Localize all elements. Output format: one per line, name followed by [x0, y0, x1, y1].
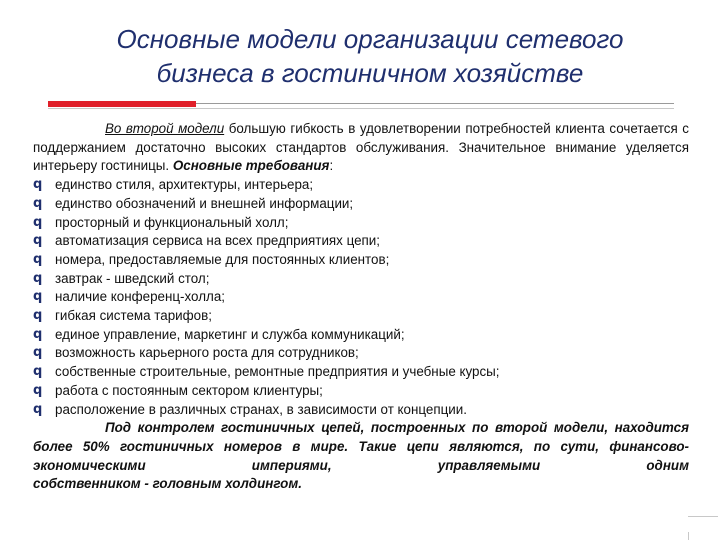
bullet-marker-icon: q [33, 289, 43, 305]
requirement-item [33, 195, 689, 214]
requirement-item [33, 232, 689, 251]
intro-underlined: Во второй модели [105, 121, 225, 136]
corner-divider-vertical [688, 532, 689, 540]
intro-text: большую гибкость в удовлетворении потребностей клиента сочетается с поддержанием достаточно высоких стандартов обслуживания. Значительное внимание уделяется интерьеру гостиницы. [33, 121, 690, 174]
requirement-item [33, 176, 689, 195]
bullet-marker-icon: q [33, 401, 43, 417]
closing-paragraph: Под контролем гостиничных цепей, построенных по второй модели, находится более 50% гостиничных номеров в мире. Такие цепи являются, по сути, финансово-экономическими империями, управляемыми одним [33, 420, 689, 473]
requirement-text: номера, предоставляемые для постоянных клиентов; [55, 251, 390, 267]
requirement-item [33, 344, 689, 363]
title-divider-secondary [48, 108, 674, 109]
requirement-item [33, 363, 689, 382]
requirement-text: работа с постоянным сектором клиентуры; [55, 382, 323, 398]
requirement-item [33, 326, 689, 345]
requirement-text: завтрак - шведский стол; [55, 270, 210, 286]
requirement-text: просторный и функциональный холл; [55, 214, 289, 230]
bullet-marker-icon: q [33, 177, 43, 193]
bullet-marker-icon: q [33, 364, 43, 380]
bullet-marker-icon: q [33, 308, 43, 324]
intro-emphasis: Основные требования [172, 158, 330, 174]
closing-last-line: собственником - головным холдингом. [33, 476, 302, 492]
requirement-text: расположение в различных странах, в зависимости от концепции. [55, 401, 467, 417]
bullet-marker-icon: q [33, 251, 43, 267]
requirement-text: автоматизация сервиса на всех предприятиях цепи; [55, 233, 381, 249]
title-accent-rule [48, 101, 196, 107]
title-line-2: бизнеса в гостиничном хозяйстве [156, 58, 584, 88]
requirement-text: единство обозначений и внешней информации; [55, 195, 354, 211]
requirement-item [33, 307, 689, 326]
requirement-text: единое управление, маркетинг и служба коммуникаций; [55, 326, 405, 342]
requirement-item [33, 382, 689, 401]
requirement-item [33, 270, 689, 289]
bullet-marker-icon: q [33, 214, 43, 230]
requirement-text: собственные строительные, ремонтные предприятия и учебные курсы; [55, 364, 500, 380]
title-line-1: Основные модели организации сетевого [116, 24, 624, 54]
requirement-text: единство стиля, архитектуры, интерьера; [55, 177, 314, 193]
bullet-marker-icon: q [33, 195, 43, 211]
slide-title [40, 22, 700, 90]
bullet-marker-icon: q [33, 382, 43, 398]
bullet-marker-icon: q [33, 270, 43, 286]
requirement-text: гибкая система тарифов; [55, 308, 212, 324]
requirement-item [33, 401, 689, 420]
intro-colon: : [329, 158, 334, 174]
bullet-marker-icon: q [33, 326, 43, 342]
bullet-marker-icon: q [33, 345, 43, 361]
requirement-text: наличие конференц-холла; [55, 289, 225, 305]
requirement-item [33, 288, 689, 307]
bullet-marker-icon: q [33, 233, 43, 249]
intro-paragraph [33, 120, 689, 176]
slide-body [33, 120, 689, 494]
requirement-item [33, 251, 689, 270]
requirement-text: возможность карьерного роста для сотрудников; [55, 345, 359, 361]
corner-divider [688, 516, 718, 517]
title-divider [196, 103, 674, 104]
requirements-list [33, 176, 689, 419]
requirement-item [33, 214, 689, 233]
